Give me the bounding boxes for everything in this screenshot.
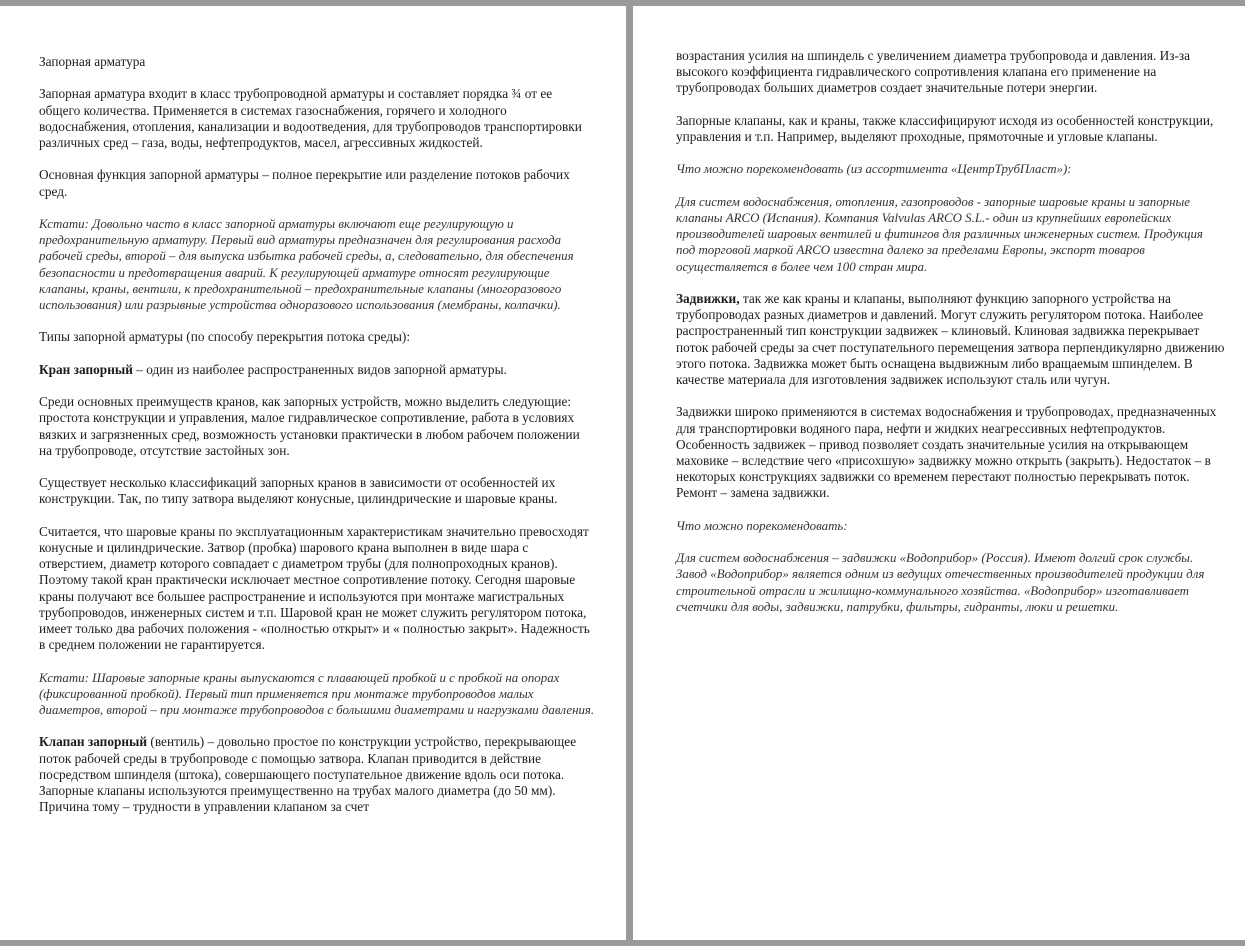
paragraph-valve-classification: Запорные клапаны, как и краны, также классифицируют исходя из особенностей конструкции, управления и т.п. Например, выделяют проходные, прямоточные и угловые клапаны. xyxy=(676,112,1214,144)
note-paragraph-ball-valves: Кстати: Шаровые запорные краны выпускаются с плавающей пробкой и с пробкой на опорах (фиксированной пробкой). Первый тип применяется при монтаже трубопроводов малых диаметров, второй – при монтаже трубопроводов с большими диаметрами и нагрузками давления. xyxy=(39,670,595,717)
paragraph-advantages: Среди основных преимуществ кранов, как запорных устройств, можно выделить следующие: простота конструкции и управления, малое гидравлическое сопротивление, работа в условиях вязких и загрязненных сред, возможность установки практически в любом рабочем положении на трубопроводе, отсутствие застойных зон. xyxy=(39,394,580,458)
term-gate-valves: Задвижки, xyxy=(676,290,740,306)
paragraph-classifications: Существует несколько классификаций запорных кранов в зависимости от особенностей их конструкции. Так, по типу затвора выделяют конусные, цилиндрические и шаровые краны. xyxy=(39,475,558,507)
document-page-left xyxy=(0,6,626,940)
recommendation-arco: Для систем водоснабжения, отопления, газопроводов - запорные шаровые краны и запорные клапаны ARCO (Испания). Компания Valvulas ARCO S.L.- один из крупнейших европейских производителей шаровых вентилей и фитингов для различных инженерных систем. Продукция под торговой маркой ARCO известна далеко за пределами Европы, экспорт товаров осуществляется в более чем 100 стран мира. xyxy=(676,194,1203,274)
paragraph-types: Типы запорной арматуры (по способу перекрытия потока среды): xyxy=(39,329,411,345)
recommendation-heading-2: Что можно порекомендовать: xyxy=(676,518,848,533)
paragraph-shutoff-valve-text: (вентиль) – довольно простое по конструкции устройство, перекрывающее поток рабочей среды в трубопроводе с помощью затвора. Клапан приводится в действие посредством шпинделя (штока), совершающего поступательное движение вдоль оси потока. Запорные клапаны используются преимущественно на трубах малого диаметра (до 50 мм). Причина тому – трудности в управлении клапаном за счет xyxy=(39,734,577,815)
paragraph-continuation: возрастания усилия на шпиндель с увеличением диаметра трубопровода и давления. Из-за высокого коэффициента гидравлического сопротивления клапана его применение на трубопроводах больших диаметров создает значительные потери энергии. xyxy=(676,48,1191,96)
paragraph-valve-crane-text: – один из наиболее распространенных видов запорной арматуры. xyxy=(132,361,507,377)
paragraph-gate-valves xyxy=(676,291,1225,388)
recommendation-heading-1: Что можно порекомендовать (из ассортимента «ЦентрТрубПласт»): xyxy=(676,162,1072,177)
paragraph-shutoff-valve xyxy=(39,734,596,815)
recommendation-vodopribor: Для систем водоснабжения – задвижки «Водоприбор» (Россия). Имеют долгий срок службы. Завод «Водоприбор» является одним из ведущих отечественных производителей продукции для строительной отрасли и жилищно-коммунального хозяйства. «Водоприбор» изготавливает счетчики для воды, задвижки, патрубки, фильтры, гидранты, люки и решетки. xyxy=(676,551,1205,614)
paragraph-gate-valves-usage: Задвижки широко применяются в системах водоснабжения и трубопроводах, предназначенных для транспортировки водяного пара, нефти и жидких неагрессивных нефтепродуктов. Особенность задвижек – привод позволяет создать значительные усилия на открывающем маховике – вследствие чего «присохшую» задвижку можно открыть (закрыть). Недостаток – в некоторых конструкциях задвижки со временем перестают полностью перекрывать поток. Ремонт – замена задвижки. xyxy=(676,404,1217,501)
document-page-right xyxy=(633,6,1245,940)
paragraph-main-function: Основная функция запорной арматуры – полное перекрытие или разделение потоков рабочих сред. xyxy=(39,167,570,199)
note-paragraph-regulating: Кстати: Довольно часто в класс запорной арматуры включают еще регулирующую и предохранительную арматуру. Первый вид арматуры предназначен для регулирования расхода рабочей среды, второй – для выпуска избытка рабочей среды, а, следовательно, для обеспечения безопасности и предотвращения аварий. К регулирующей арматуре относят регулирующие клапаны, краны, вентили, к предохранительной – предохранительные клапаны (многоразового использования) или разрывные устройства одноразового использования (мембраны, колпачки). xyxy=(39,216,574,312)
document-title: Запорная арматура xyxy=(39,54,146,69)
paragraph-intro: Запорная арматура входит в класс трубопроводной арматуры и составляет порядка ¾ от ее общего количества. Применяется в системах газоснабжения, горячего и холодного водоснабжения, отопления, канализации и водоотведения, для трубопроводов транспортировки различных сред – газа, воды, нефтепродуктов, масел, агрессивных жидкостей. xyxy=(39,86,582,150)
term-shutoff-valve: Клапан запорный xyxy=(39,734,148,750)
paragraph-ball-valves: Считается, что шаровые краны по эксплуатационным характеристикам значительно превосходят конусные и цилиндрические. Затвор (пробка) шарового крана выполнен в виде шара с отверстием, диаметр которого совпадает с диаметром трубы (для полнопроходных кранов). Поэтому такой кран практически исключает местное сопротивление потоку. Сегодня шаровые краны получают все большее распространение и используются при монтаже магистральных трубопроводов, инженерных систем и т.п. Шаровой кран не может служить регулятором потока, имеет только два рабочих положения - «полностью открыт» и « полностью закрыт». Надежность в среднем положении не гарантируется. xyxy=(39,523,590,653)
paragraph-gate-valves-text: так же как краны и клапаны, выполняют функцию запорного устройства на трубопроводах разных диаметров и давлений. Могут служить регулятором потока. Наиболее распространенный тип конструкции задвижек – клиновый. Клиновая задвижка перекрывает поток рабочей среды за счет поступательного перемещения затвора перпендикулярно движению этого потока. Задвижка может быть оснащена выдвижным либо вращаемым шпинделем. В качестве материала для изготовления задвижек используют сталь или чугун. xyxy=(676,290,1225,387)
paragraph-valve-crane xyxy=(39,362,596,378)
term-crane: Кран запорный xyxy=(39,361,133,377)
